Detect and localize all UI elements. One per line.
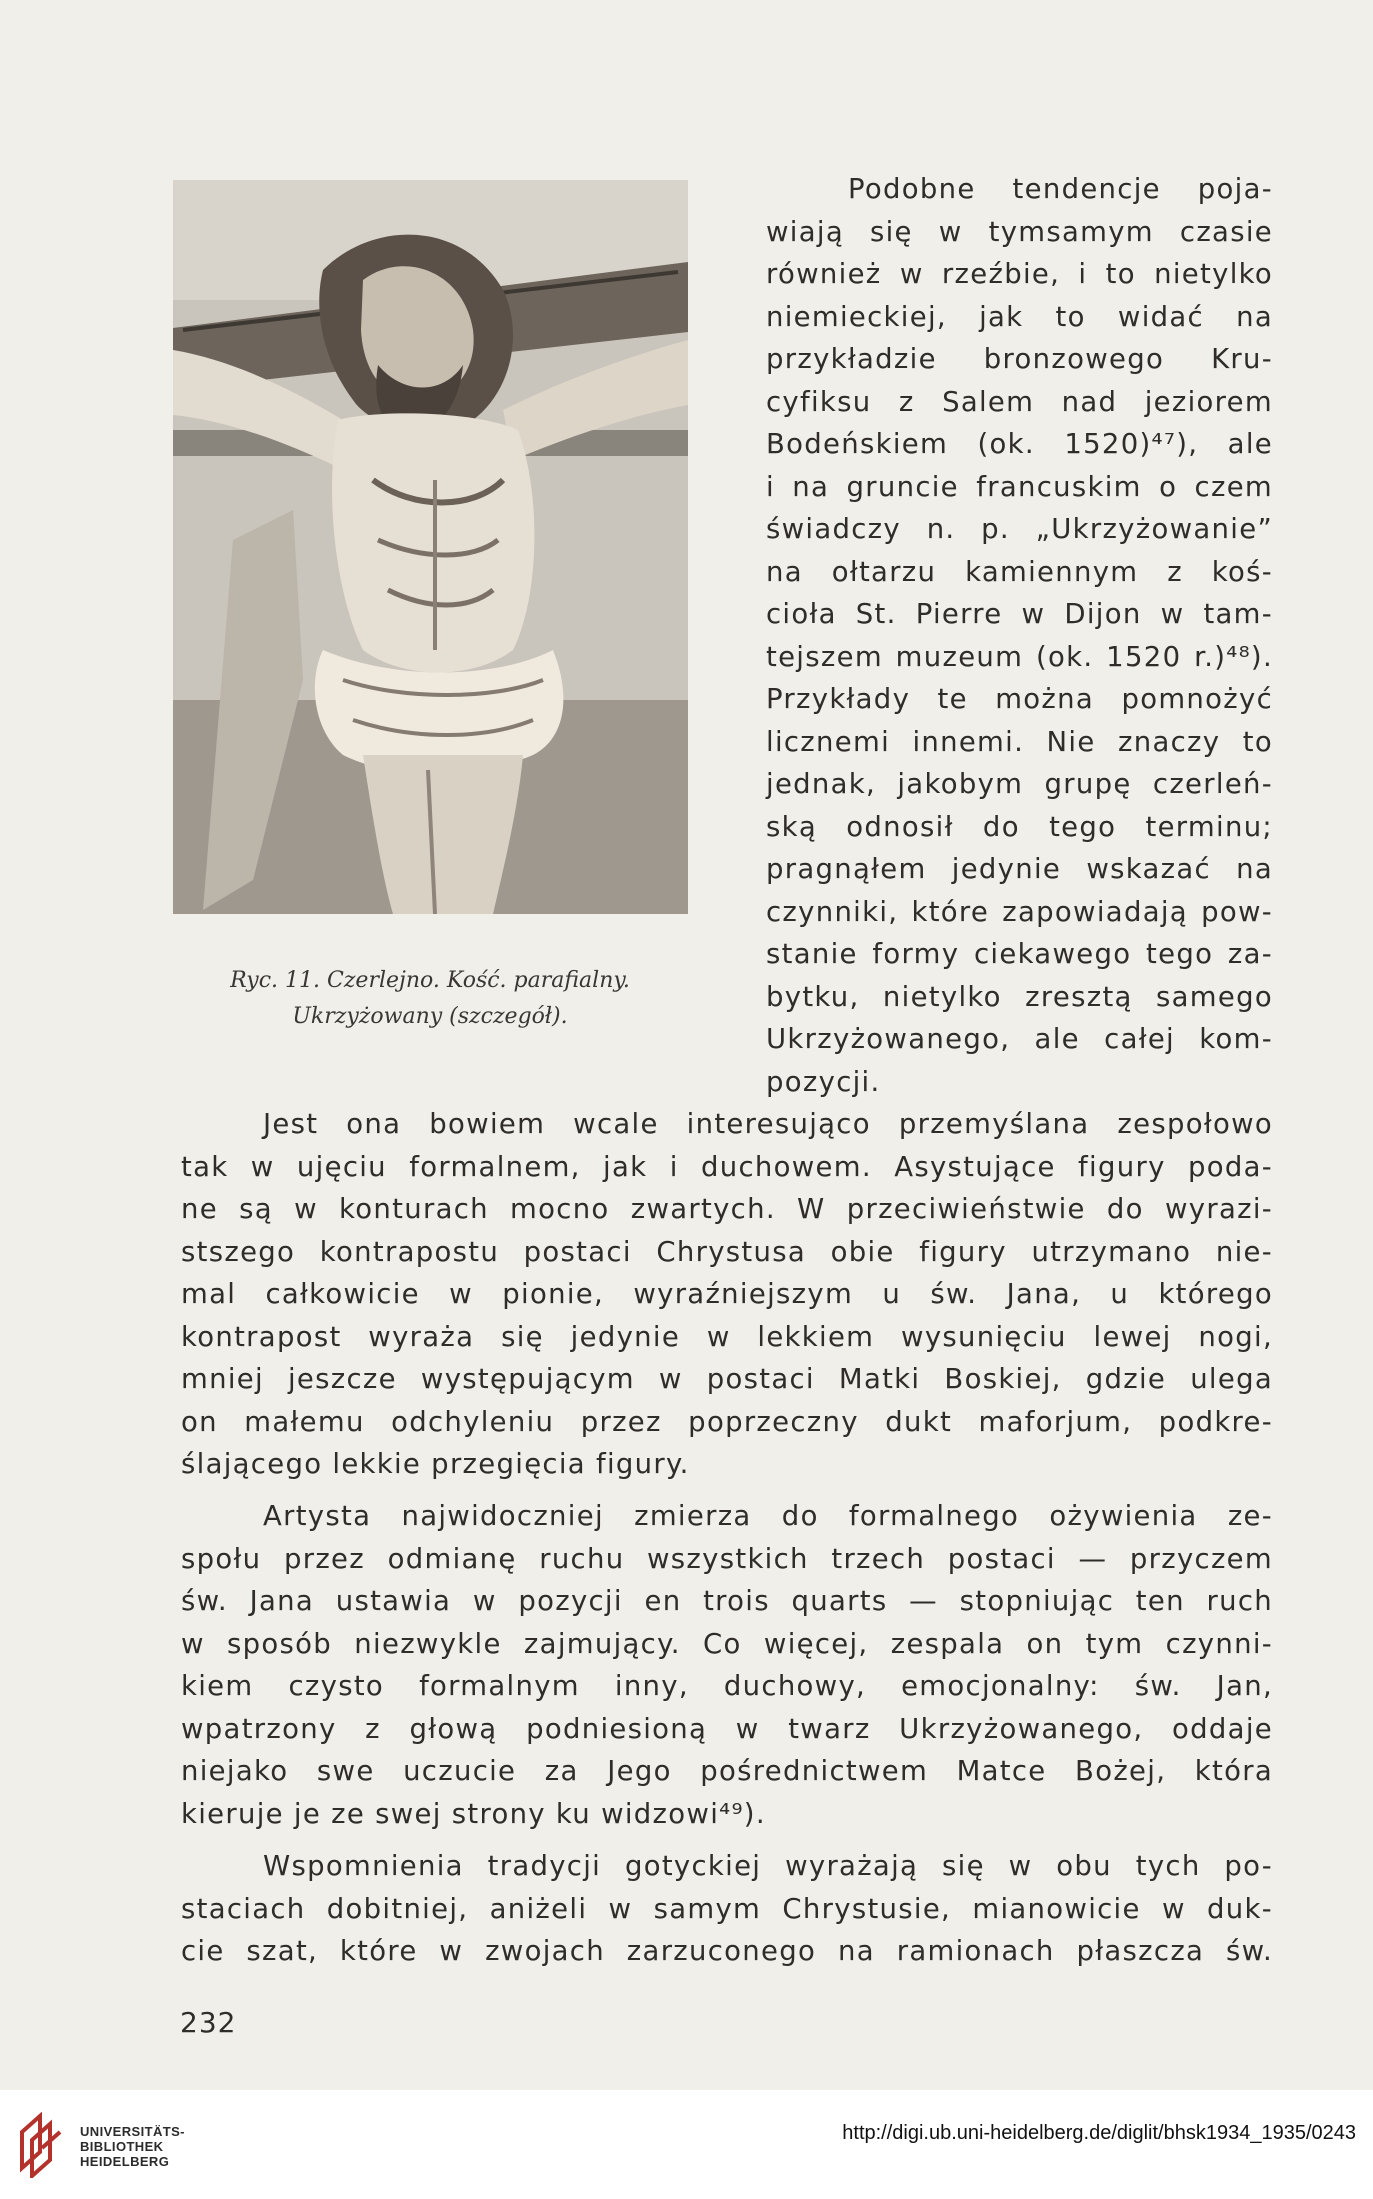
text-line: ne są w konturach mocno zwartych. W przeciwieństwie do wyrazi-: [181, 1193, 1273, 1225]
text-line: licznemi innemi. Nie znaczy to: [766, 725, 1273, 758]
text-line: kontrapost wyraża się jedynie w lekkiem wysunięciu lewej nogi,: [181, 1320, 1273, 1353]
text-line: również w rzeźbie, i to nietylko: [766, 258, 1273, 290]
paragraph-3: [181, 1845, 1273, 1973]
text-line: w sposób niezwykle zajmujący. Co więcej, zespala on tym czynni-: [181, 1627, 1273, 1660]
side-column-text: [766, 168, 1273, 1103]
paragraph-2: [181, 1495, 1273, 1835]
text-line: przykładzie bronzowego Kru-: [766, 343, 1273, 375]
text-line: mal całkowicie w pionie, wyraźniejszym u św. Jana, u którego: [181, 1278, 1273, 1310]
text-line: ślającego lekkie przegięcia figury.: [181, 1448, 690, 1480]
viewer-footer: [0, 2090, 1373, 2199]
library-name-line: UNIVERSITÄTS-: [80, 2124, 185, 2139]
text-line: Artysta najwidoczniej zmierza do formalnego ożywienia ze-: [263, 1500, 1273, 1532]
text-line: Podobne tendencje poja-: [848, 173, 1273, 205]
text-line: staciach dobitniej, aniżeli w samym Chrystusie, mianowicie w duk-: [181, 1892, 1273, 1925]
text-line: wiają się w tymsamym czasie: [766, 215, 1273, 248]
text-line: Przykłady te można pomnożyć: [766, 683, 1273, 715]
text-line: św. Jana ustawia w pozycji en trois quarts — stopniując ten ruch: [181, 1585, 1273, 1617]
caption-line: Ryc. 11. Czerlejno. Kość. parafialny.: [230, 968, 630, 993]
text-line: on małemu odchyleniu przez poprzeczny dukt maforjum, podkre-: [181, 1405, 1273, 1438]
text-line: niejako swe uczucie za Jego pośrednictwem Matce Bożej, która: [181, 1755, 1273, 1787]
text-line: społu przez odmianę ruchu wszystkich trzech postaci — przyczem: [181, 1542, 1273, 1575]
library-name-line: BIBLIOTHEK: [80, 2139, 164, 2154]
text-line: Wspomnienia tradycji gotyckiej wyrażają się w obu tych po-: [263, 1850, 1273, 1882]
text-line: tak w ujęciu formalnem, jak i duchowem. Asystujące figury poda-: [181, 1150, 1273, 1183]
permalink-url[interactable]: http://digi.ub.uni-heidelberg.de/diglit/bhsk1934_1935/0243: [842, 2122, 1356, 2144]
text-line: pragnąłem jedynie wskazać na: [766, 853, 1273, 885]
text-line: kiem czysto formalnym inny, duchowy, emocjonalny: św. Jan,: [181, 1670, 1273, 1702]
text-line: ską odnosił do tego terminu;: [766, 810, 1273, 843]
text-line: cioła St. Pierre w Dijon w tam-: [766, 598, 1273, 630]
text-line: bytku, nietylko zresztą samego: [766, 980, 1273, 1013]
text-line: pozycji.: [766, 1065, 881, 1098]
crucifix-photograph: [173, 180, 688, 914]
text-line: i na gruncie francuskim o czem: [766, 470, 1273, 503]
page-number: 232: [180, 2006, 237, 2039]
text-line: stanie formy ciekawego tego za-: [766, 938, 1273, 970]
text-line: Jest ona bowiem wcale interesująco przemyślana zespołowo: [263, 1108, 1273, 1140]
text-line: cyfiksu z Salem nad jeziorem: [766, 385, 1273, 418]
caption-line: Ukrzyżowany (szczegół).: [292, 1004, 568, 1029]
text-line: świadczy n. p. „Ukrzyżowanie”: [766, 513, 1273, 545]
text-line: czynniki, które zapowiadają pow-: [766, 895, 1273, 928]
library-name-line: HEIDELBERG: [80, 2154, 170, 2169]
library-logo-icon: [18, 2112, 72, 2182]
paragraph-1: [181, 1103, 1273, 1486]
crucifix-image: [173, 180, 688, 914]
text-line: jednak, jakobym grupę czerleń-: [766, 768, 1273, 800]
text-line: niemieckiej, jak to widać na: [766, 300, 1273, 333]
library-name[interactable]: [80, 2124, 185, 2169]
text-line: Bodeńskiem (ok. 1520)⁴⁷), ale: [766, 428, 1273, 460]
text-line: wpatrzony z głową podniesioną w twarz Ukrzyżowanego, oddaje: [181, 1712, 1273, 1745]
text-line: tejszem muzeum (ok. 1520 r.)⁴⁸).: [766, 640, 1273, 673]
text-line: Ukrzyżowanego, ale całej kom-: [766, 1023, 1273, 1055]
figure-caption: [160, 963, 700, 1035]
text-line: cie szat, które w zwojach zarzuconego na ramionach płaszcza św.: [181, 1935, 1273, 1967]
text-line: mniej jeszcze występującym w postaci Matki Boskiej, gdzie ulega: [181, 1363, 1273, 1395]
text-line: kieruje je ze swej strony ku widzowi⁴⁹).: [181, 1797, 766, 1830]
text-line: na ołtarzu kamiennym z koś-: [766, 555, 1273, 588]
text-line: stszego kontrapostu postaci Chrystusa obie figury utrzymano nie-: [181, 1235, 1273, 1268]
